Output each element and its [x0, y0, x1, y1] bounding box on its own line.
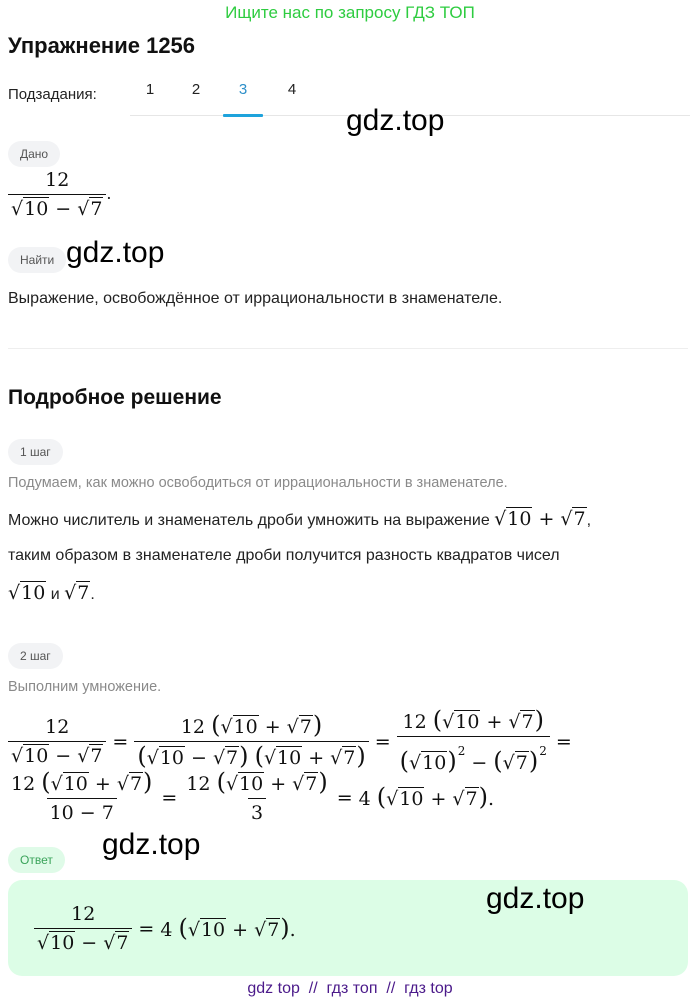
section-divider — [8, 348, 688, 349]
step-1-text-line-3: √10 и √7. — [8, 582, 95, 604]
page-title: Упражнение 1256 — [8, 33, 196, 58]
footer-link[interactable]: gdz top // гдз топ // гдз top — [247, 980, 453, 997]
given-expression: $\frac{12}{√10 - √7}$ . — [8, 168, 112, 221]
search-banner: Ищите нас по запросу ГДЗ ТОП — [225, 3, 475, 22]
answer-badge: Ответ — [8, 847, 65, 873]
step-2-hint: Выполним умножение. — [8, 679, 162, 695]
step-1-hint: Подумаем, как можно освободиться от иррациональности в знаменателе. — [8, 475, 508, 491]
answer-expression: $\frac{12}{√10 - √7}$ = 4 (√10 + √7). — [34, 902, 296, 955]
step-2-equation-2: $\frac{12 (√10 + √7)}{10 - 7}$ = $\frac{12 (√10 + √7)}{3}$ = 4 (√10 + √7). — [11, 768, 495, 824]
find-badge: Найти — [8, 247, 66, 273]
subtasks-label: Подзадания: — [8, 86, 97, 103]
tab-subtask-2[interactable]: 2 — [191, 81, 201, 98]
step-2-equation-1: $\frac{12}{√10 - √7}$ = $\frac{12 (√10 + √7)}{(√10 - √7) (√10 + √7)}$ = $\frac{12 (√10 + √7)}{(√10)^2- (√7)^2}$ = — [8, 708, 578, 775]
step-1-badge: 1 шаг — [8, 439, 63, 465]
solution-title: Подробное решение — [8, 386, 222, 409]
step-1-text-line-2: таким образом в знаменателе дроби получится разность квадратов чисел — [8, 547, 560, 564]
step-2-badge: 2 шаг — [8, 643, 63, 669]
tab-subtask-3[interactable]: 3 — [223, 80, 263, 116]
given-badge: Дано — [8, 141, 60, 167]
find-description: Выражение, освобождённое от иррациональности в знаменателе. — [8, 290, 503, 307]
tab-subtask-1[interactable]: 1 — [145, 81, 155, 98]
watermark: gdz.top — [66, 236, 165, 269]
watermark: gdz.top — [346, 104, 445, 137]
step-1-text-line-1: Можно числитель и знаменатель дроби умножить на выражение √10 + √7, — [8, 508, 592, 530]
answer-box — [8, 880, 688, 976]
watermark: gdz.top — [102, 828, 201, 861]
watermark: gdz.top — [486, 882, 585, 915]
tab-subtask-4[interactable]: 4 — [287, 81, 297, 98]
subtasks-nav — [8, 86, 125, 103]
